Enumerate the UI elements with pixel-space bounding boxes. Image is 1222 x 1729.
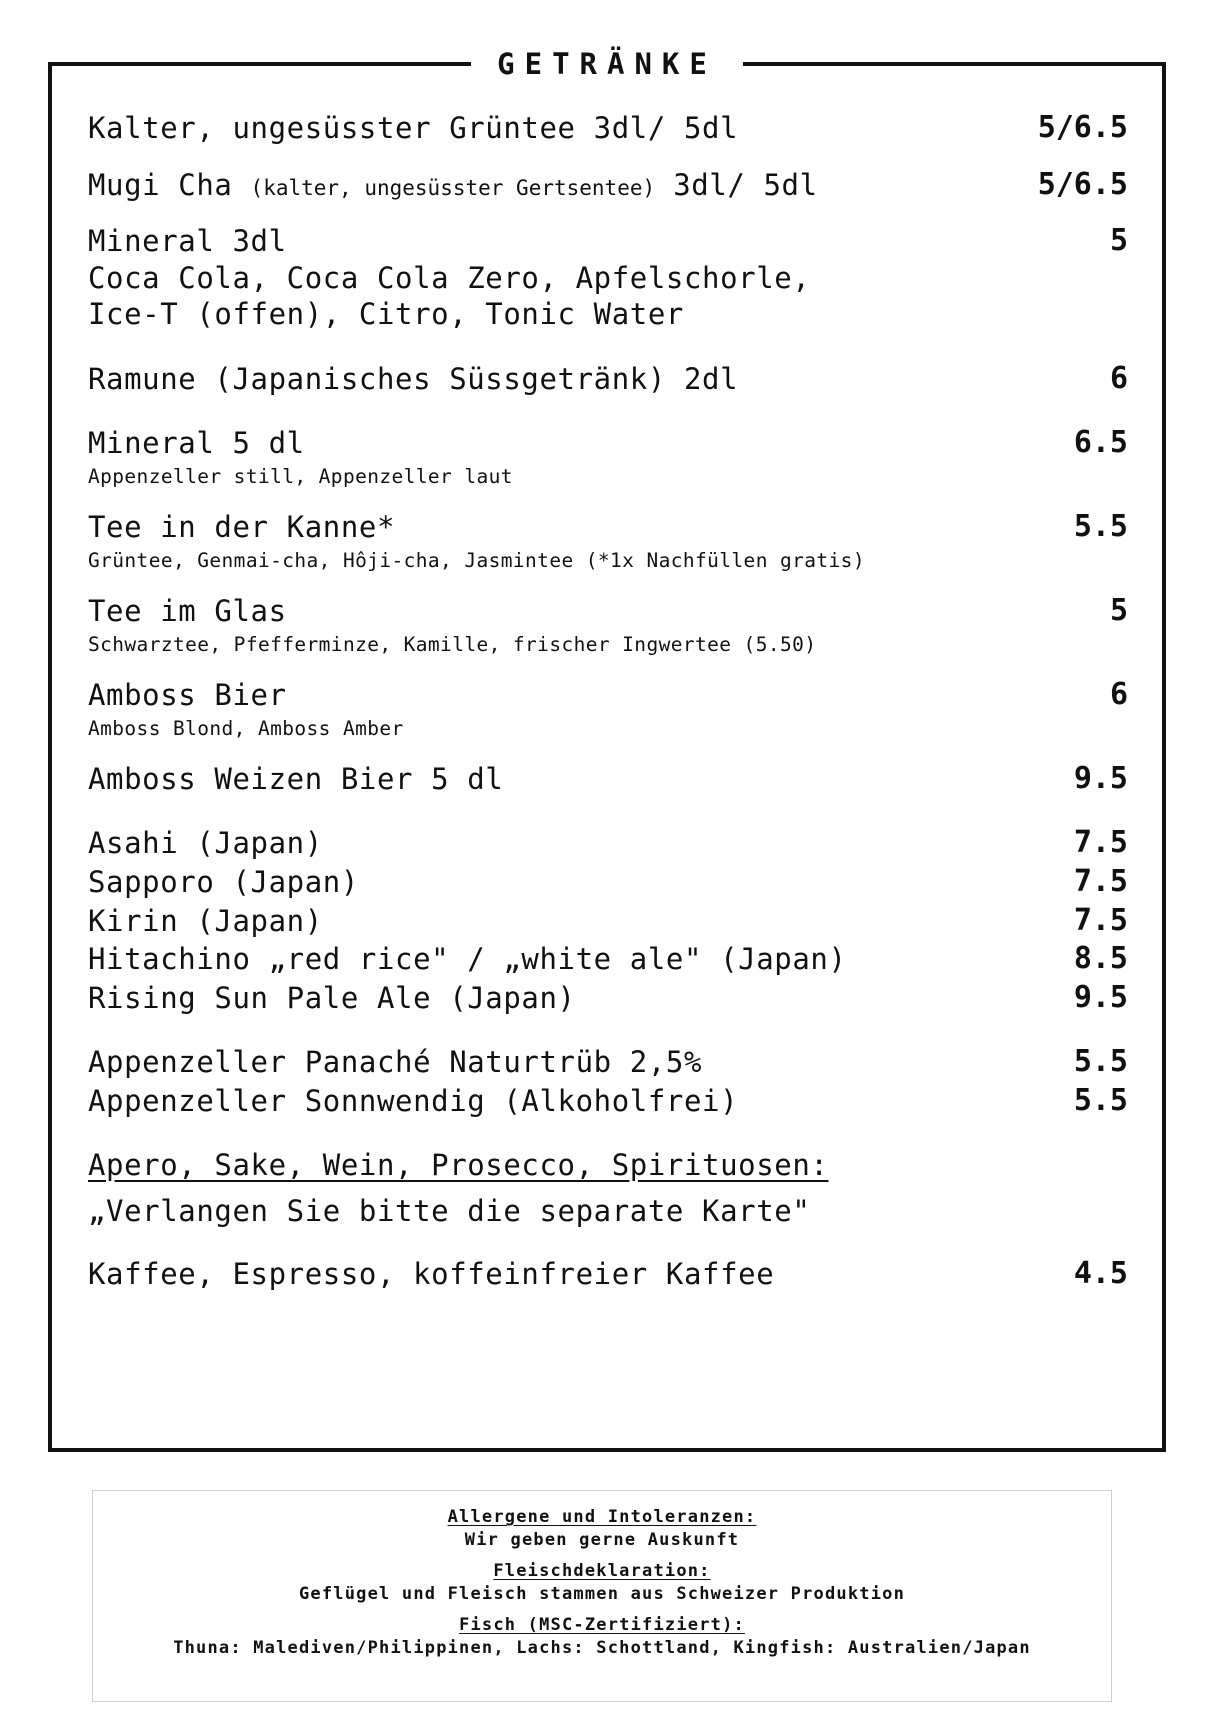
menu-item-row [88,593,1128,657]
menu-item-description: Amboss Blond, Amboss Amber [88,716,404,740]
menu-item-row [88,864,1128,901]
menu-item-description: Grüntee, Genmai-cha, Hôji-cha, Jasmintee (*1x Nachfüllen gratis) [88,548,865,572]
menu-item-price: 6.5 [1073,425,1128,461]
menu-item-row [88,941,1128,978]
menu-item-text [88,167,1008,204]
menu-item-row [88,425,1128,489]
menu-item-name: Appenzeller Sonnwendig (Alkoholfrei) [88,1084,739,1119]
menu-item-name: Appenzeller Panaché Naturtrüb 2,5% [88,1045,703,1080]
menu-item-name: Tee im Glas [88,594,287,629]
menu-item-text [88,1044,1008,1081]
menu-item-price: 6 [1109,360,1128,396]
spacer [88,573,1128,593]
menu-item-row [88,980,1128,1017]
menu-item-price: 7.5 [1073,825,1128,861]
spacer [88,797,1128,825]
menu-item-row [88,167,1128,204]
menu-item-row [88,761,1128,798]
menu-item-name: Kalter, ungesüsster Grüntee 3dl/ 5dl [88,111,739,145]
page-title: GETRÄNKE [497,47,717,81]
menu-item-name: Hitachino „red rice" / „white ale" (Japan) [88,942,847,977]
menu-item-row [88,825,1128,862]
menu-item-price: 5 [1109,223,1128,259]
menu-item-row [88,223,1128,333]
menu-item-description: Appenzeller still, Appenzeller laut [88,464,513,488]
menu-item-name: Tee in der Kanne* [88,510,396,545]
menu-item-name-note: (kalter, ungesüsster Gertsentee) [250,175,656,200]
menu-item-row [88,1256,1128,1293]
menu-items-list [88,110,1128,1292]
fish-declaration-heading: Fisch (MSC-Zertifiziert): [459,1615,745,1635]
spacer [88,203,1128,223]
meat-declaration-heading: Fleischdeklaration: [493,1561,711,1581]
menu-item-price: 8.5 [1073,941,1128,977]
meat-declaration-text: Geflügel und Fleisch stammen aus Schweizer Produktion [298,1584,906,1604]
spacer [88,1228,1128,1256]
menu-item-text [88,941,1008,978]
fish-declaration-text: Thuna: Malediven/Philippinen, Lachs: Schottland, Kingfish: Australien/Japan [173,1638,1031,1658]
menu-item-name: Ramune (Japanisches Süssgetränk) 2dl [88,361,739,396]
menu-item-row [88,509,1128,573]
menu-item-price: 4.5 [1073,1255,1128,1291]
menu-item-row [88,1044,1128,1081]
menu-item-price: 6 [1109,677,1128,712]
menu-item-row [88,677,1128,741]
menu-item-text [88,593,1008,657]
separate-card-section [88,1148,1128,1228]
menu-item-name: Rising Sun Pale Ale (Japan) [88,980,576,1015]
menu-item-description: Schwarztee, Pfefferminze, Kamille, frischer Ingwertee (5.50) [88,632,817,656]
menu-item-text [88,864,1008,901]
menu-item-extra-line: Ice-T (offen), Citro, Tonic Water [88,297,684,332]
menu-item-price: 9.5 [1073,760,1128,796]
menu-item-name-sizes: 3dl/ 5dl [673,167,818,202]
allergens-heading: Allergene und Intoleranzen: [447,1507,757,1527]
spacer [88,657,1128,677]
menu-item-name: Kirin (Japan) [88,903,323,938]
spacer [88,489,1128,509]
menu-item-extra-line: Coca Cola, Coca Cola Zero, Apfelschorle, [88,260,811,295]
menu-item-text [88,361,1008,398]
spacer [88,147,1128,167]
spacer [88,741,1128,761]
menu-item-row [88,361,1128,398]
menu-item-text [88,1256,1008,1293]
menu-item-name: Asahi (Japan) [88,826,323,861]
spacer [88,397,1128,425]
menu-item-price: 5/6.5 [1037,110,1128,145]
menu-item-text [88,903,1008,940]
menu-item-price: 5.5 [1073,509,1128,545]
menu-item-text [88,425,1008,489]
spacer [88,1120,1128,1148]
menu-item-price: 7.5 [1073,864,1128,900]
separate-card-note: „Verlangen Sie bitte die separate Karte" [88,1193,811,1228]
menu-item-name: Amboss Bier [88,678,287,712]
menu-item-text [88,110,1008,147]
spacer [88,333,1128,361]
allergens-text: Wir geben gerne Auskunft [464,1530,740,1550]
menu-item-text [88,825,1008,862]
menu-item-name: Mineral 3dl [88,224,287,259]
footer-info-box [92,1490,1112,1702]
menu-item-name: Mineral 5 dl [88,426,305,461]
menu-item-text [88,980,1008,1017]
menu-item-price: 5/6.5 [1037,166,1128,202]
spacer [88,1016,1128,1044]
menu-item-price: 5.5 [1073,1044,1128,1080]
menu-item-price: 5 [1109,593,1128,629]
menu-item-text [88,761,1008,798]
menu-item-name: Sapporo (Japan) [88,865,359,900]
menu-item-text [88,509,1008,573]
menu-item-price: 9.5 [1073,979,1128,1015]
menu-item-row [88,903,1128,940]
menu-item-name-line [88,167,988,204]
menu-item-row [88,110,1128,147]
menu-item-text [88,223,1008,333]
menu-item-text [88,677,1008,741]
menu-item-name: Mugi Cha [88,167,233,202]
menu-item-text [88,1083,1008,1120]
separate-card-heading: Apero, Sake, Wein, Prosecco, Spirituosen: [88,1147,829,1182]
menu-item-price: 7.5 [1073,902,1128,938]
menu-item-row [88,1083,1128,1120]
menu-item-name: Amboss Weizen Bier 5 dl [88,761,504,796]
menu-item-name: Kaffee, Espresso, koffeinfreier Kaffee [88,1256,775,1291]
menu-item-price: 5.5 [1073,1083,1128,1119]
